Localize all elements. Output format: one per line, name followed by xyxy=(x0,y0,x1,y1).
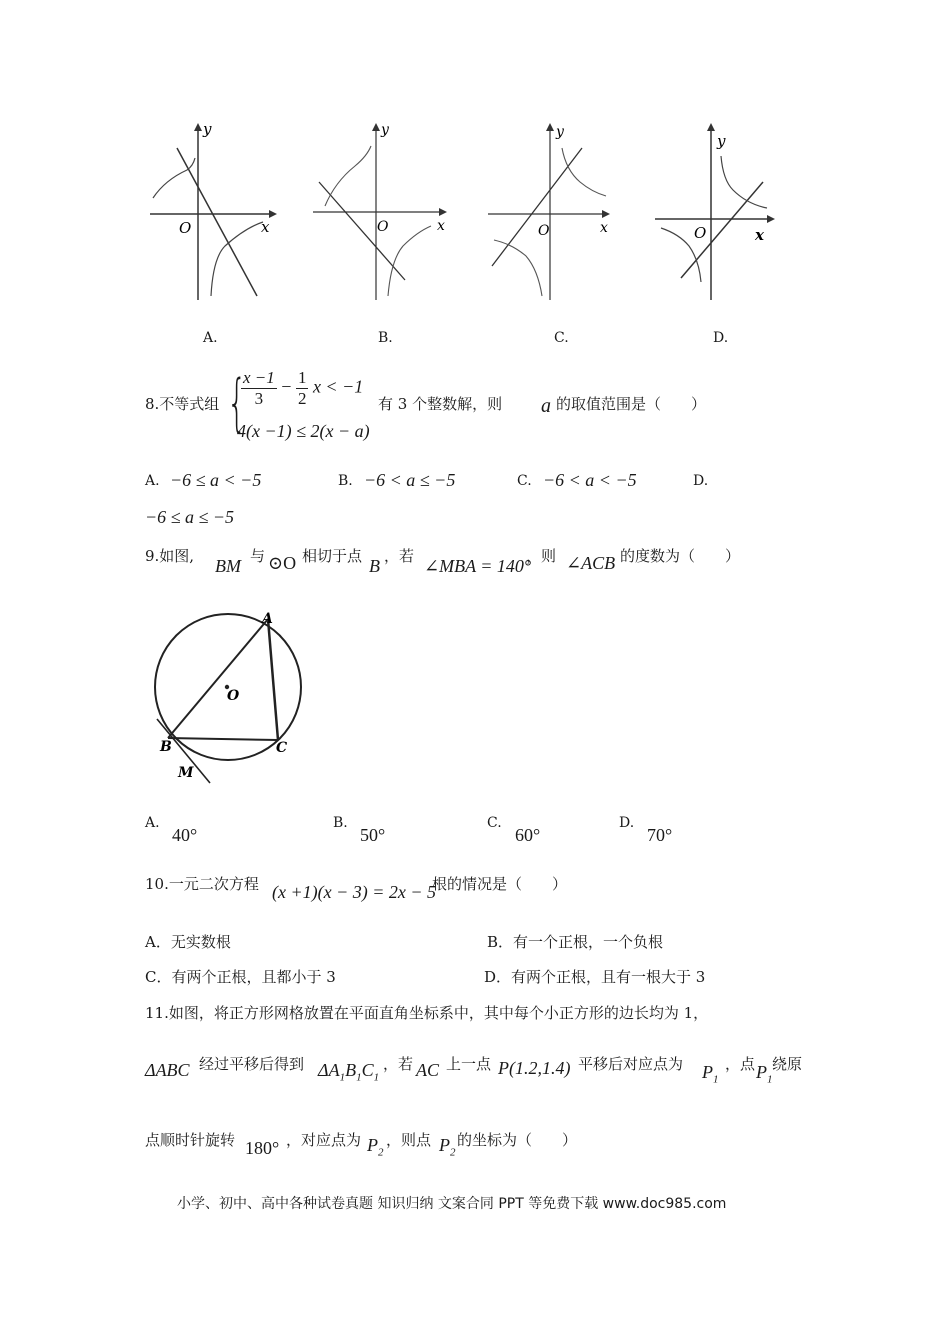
origin-label: O xyxy=(179,219,192,237)
axis-y-label: y xyxy=(717,132,726,150)
q9-opt-a-label: A. xyxy=(145,815,160,831)
q11-text-5: ，点 xyxy=(725,1055,756,1073)
graph-d xyxy=(655,118,795,303)
q11-text-8: ，对应点为 xyxy=(286,1131,362,1149)
row1-tail: x < −1 xyxy=(312,376,364,397)
q11-triangle-a1b1c1: $\Delta A_1B_1C_1$ xyxy=(318,1060,380,1084)
q9-text-5: ，则 xyxy=(526,547,557,565)
q8-suffix1: 有 3 个整数解，则 xyxy=(378,395,503,413)
q11-p2-b: $P_2$ xyxy=(439,1135,456,1159)
q9-opt-c-label: C. xyxy=(487,815,502,831)
origin-label: O xyxy=(694,224,707,242)
point-b-label: B xyxy=(160,739,172,755)
axis-y-label: y xyxy=(203,120,212,138)
q9-opt-d: 70° xyxy=(647,825,673,845)
q10-opt-c: C．有两个正根，且都小于 3 xyxy=(145,968,336,986)
graph-b xyxy=(313,118,453,303)
axis-x-label: x xyxy=(437,218,445,234)
q11-p1-b: $P_1$ xyxy=(756,1062,773,1086)
axis-x-label: x xyxy=(261,218,270,236)
circle-figure xyxy=(148,605,318,785)
q11-text-1: 经过平移后得到 xyxy=(199,1055,305,1073)
q9-math-circle: ⊙O xyxy=(268,553,297,573)
q11-text-7: 点顺时针旋转 xyxy=(145,1131,236,1149)
origin-label: O xyxy=(538,223,550,239)
q9-opt-b: 50° xyxy=(360,825,386,845)
q11-line-1: 11.如图，将正方形网格放置在平面直角坐标系中，其中每个小正方形的边长均为 1， xyxy=(145,1004,709,1022)
q8-prefix: 8.不等式组 xyxy=(145,395,220,413)
q11-p2-a: $P_2$ xyxy=(367,1135,384,1159)
q11-angle-180: 180° xyxy=(245,1138,280,1158)
graph-a xyxy=(145,118,285,303)
minus-sign: − xyxy=(281,376,292,397)
q11-text-2: ，若 xyxy=(383,1055,414,1073)
graph-d-label: D. xyxy=(713,330,729,346)
q9-math-angle2: ∠ACB xyxy=(566,553,616,573)
q8-opt-c-label: C. xyxy=(517,473,532,489)
q10-opt-b: B．有一个正根，一个负根 xyxy=(487,933,664,951)
q10-equation: (x +1)(x − 3) = 2x − 5 xyxy=(272,882,437,902)
q11-text-3: 上一点 xyxy=(446,1055,492,1073)
q9-opt-d-label: D. xyxy=(619,815,635,831)
graph-b-label: B. xyxy=(378,330,393,346)
q11-text-6: 绕原 xyxy=(772,1055,803,1073)
graph-c-label: C. xyxy=(554,330,569,346)
q9-math-b: B xyxy=(369,556,380,576)
q11-text-4: 平移后对应点为 xyxy=(578,1055,684,1073)
point-a-label: A xyxy=(262,611,273,627)
q10-text-1: 10.一元二次方程 xyxy=(145,875,259,893)
axis-y-label: y xyxy=(556,124,564,140)
graph-c xyxy=(488,118,628,303)
point-c-label: C xyxy=(276,740,288,756)
frac1-den: 3 xyxy=(254,389,264,408)
point-o-label: O xyxy=(227,688,240,704)
q8-opt-a-label: A. xyxy=(145,473,160,489)
q11-point-p: P(1.2,1.4) xyxy=(498,1058,571,1078)
q8-opt-b: −6 < a ≤ −5 xyxy=(364,470,456,490)
q8-opt-a: −6 ≤ a < −5 xyxy=(170,470,262,490)
axis-x-label: x xyxy=(755,226,764,244)
q8-opt-c: −6 < a < −5 xyxy=(543,470,637,490)
axis-x-label: x xyxy=(600,220,608,236)
q9-text-6: 的度数为（ ） xyxy=(620,547,741,565)
q9-text-2: 与 xyxy=(250,547,266,565)
q8-suffix2: 的取值范围是（ ） xyxy=(556,395,707,413)
q9-text-1: 9.如图, xyxy=(145,547,195,565)
q8-row1 xyxy=(241,368,363,409)
q8-opt-d: −6 ≤ a ≤ −5 xyxy=(145,507,235,527)
q9-math-bm: BM xyxy=(215,556,241,576)
q11-math-ac: AC xyxy=(416,1060,440,1080)
frac1-num: x −1 xyxy=(243,368,275,387)
q9-opt-b-label: B. xyxy=(333,815,348,831)
q8-var-a: a xyxy=(541,395,551,417)
q9-text-4: ，若 xyxy=(384,547,415,565)
q8-row2: 4(x −1) ≤ 2(x − a) xyxy=(237,421,370,441)
brace: { xyxy=(227,366,247,439)
q9-text-3: 相切于点 xyxy=(302,547,363,565)
frac2-den: 2 xyxy=(297,389,307,408)
q9-opt-c: 60° xyxy=(515,825,541,845)
origin-label: O xyxy=(377,219,389,235)
graph-a-label: A. xyxy=(203,330,218,346)
q9-math-angle1: ∠MBA = 140° xyxy=(424,556,532,576)
q10-text-2: 根的情况是（ ） xyxy=(432,875,568,893)
frac2-num: 1 xyxy=(297,368,307,387)
page-footer: 小学、初中、高中各种试卷真题 知识归纳 文案合同 PPT 等免费下载 www.doc985.com xyxy=(177,1196,727,1212)
q10-opt-a: A．无实数根 xyxy=(145,933,231,951)
q8-opt-d-label: D. xyxy=(693,473,709,489)
point-m-label: M xyxy=(178,765,194,781)
q11-triangle-abc: ΔABC xyxy=(145,1060,190,1080)
q9-opt-a: 40° xyxy=(172,825,198,845)
q8-opt-b-label: B. xyxy=(338,473,353,489)
q11-p1-a: $P_1$ xyxy=(702,1062,719,1086)
axis-y-label: y xyxy=(381,122,389,138)
q11-text-9: ，则点 xyxy=(386,1131,432,1149)
q10-opt-d: D．有两个正根，且有一根大于 3 xyxy=(484,968,706,986)
q11-text-10: 的坐标为（ ） xyxy=(457,1131,578,1149)
